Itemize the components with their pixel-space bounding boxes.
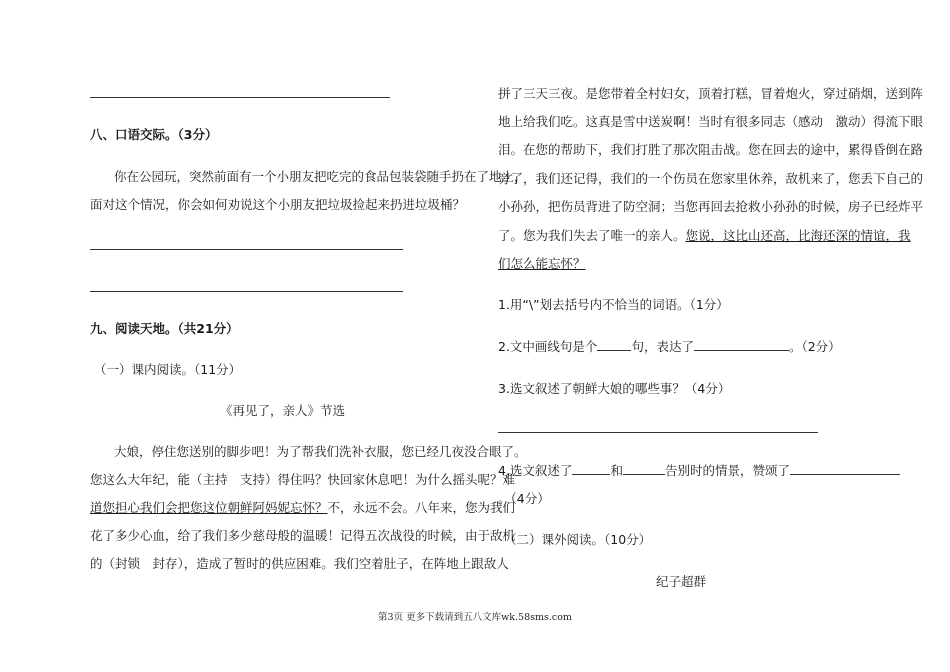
- section-8-title: 八、口语交际。（3分）: [90, 127, 218, 142]
- subsection-title: （二）课外阅读。（10分）: [504, 532, 652, 547]
- underlined-sentence: 们怎么能忘怀？: [498, 256, 586, 271]
- paragraph-line: 的（封锁 封存），造成了暂时的供应困难。我们空着肚子，在阵地上跟敌人: [90, 556, 509, 571]
- paragraph-line: 你在公园玩，突然前面有一个小朋友把吃完的食品包装袋随手扔在了地上，: [114, 169, 527, 184]
- paragraph-line: 旁了，我们还记得，我们的一个伤员在您家里休养，敌机来了，您丢下自己的: [498, 171, 924, 186]
- question-3: 3.选文叙述了朝鲜大娘的哪些事？（4分）: [498, 381, 731, 396]
- blank-field[interactable]: [790, 462, 900, 475]
- paragraph-line: 花了多少心血，给了我们多少慈母般的温暖！记得五次战役的时候，由于敌机: [90, 528, 516, 543]
- answer-line: [90, 97, 390, 98]
- question-4-points: 。（4分）: [498, 491, 550, 506]
- question-text: 4.选文叙述了: [498, 463, 573, 478]
- question-text: 句，表达了: [631, 339, 694, 354]
- answer-line: [90, 291, 403, 292]
- paragraph-line: 大娘，停住您送别的脚步吧！为了帮我们洗补衣服，您已经几夜没合眼了。: [114, 444, 527, 459]
- question-text: 2.文中画线句是个: [498, 339, 598, 354]
- underlined-sentence: 您说，这比山还高，比海还深的情谊，我: [685, 228, 911, 243]
- paragraph-line: 地上给我们吃。这真是雪中送炭啊！当时有很多同志（感动 激动）得流下眼: [498, 114, 924, 129]
- paragraph-line: 拼了三天三夜。是您带着全村妇女，顶着打糕，冒着炮火，穿过硝烟，送到阵: [498, 86, 924, 101]
- blank-field[interactable]: [623, 462, 665, 475]
- page-footer: 第3页 更多下载请到五八文库wk.58sms.com: [378, 612, 572, 623]
- paragraph-text: 不，永远不会。八年来，您为我们: [327, 500, 516, 515]
- answer-line: [90, 249, 403, 250]
- paragraph-line: 您这么大年纪，能（主持 支持）得住吗？快回家休息吧！为什么摇头呢？难: [90, 472, 516, 487]
- blank-field[interactable]: [694, 338, 789, 351]
- underlined-sentence: 道您担心我们会把您这位朝鲜阿妈妮忘怀？: [90, 500, 328, 515]
- paragraph-line: 小孙孙，把伤员背进了防空洞；当您再回去抢救小孙孙的时候，房子已经炸平: [498, 199, 924, 214]
- section-9-title: 九、阅读天地。（共21分）: [90, 321, 239, 336]
- question-2: [498, 338, 841, 356]
- question-1: 1.用“\”划去括号内不恰当的词语。（1分）: [498, 297, 729, 312]
- passage-title: 《再见了，亲人》节选: [220, 403, 346, 418]
- blank-field[interactable]: [597, 338, 631, 351]
- paragraph-text: 了。您为我们失去了唯一的亲人。: [498, 228, 686, 243]
- paragraph-line: [90, 499, 515, 517]
- blank-field[interactable]: [572, 462, 610, 475]
- paragraph-line: 泪。在您的帮助下，我们打胜了那次阻击战。您在回去的途中，累得昏倒在路: [498, 142, 924, 157]
- answer-line: [498, 432, 818, 433]
- question-text: 告别时的情景，赞颂了: [664, 463, 790, 478]
- question-4: [498, 462, 900, 480]
- subsection-title: （一）课内阅读。（11分）: [94, 362, 242, 377]
- paragraph-line: 面对这个情况，你会如何劝说这个小朋友把垃圾捡起来扔进垃圾桶？: [90, 197, 466, 212]
- paragraph-line: [498, 227, 911, 245]
- question-text: 。（2分）: [788, 339, 841, 354]
- question-text: 和: [610, 463, 623, 478]
- passage-title: 纪子超群: [656, 574, 707, 589]
